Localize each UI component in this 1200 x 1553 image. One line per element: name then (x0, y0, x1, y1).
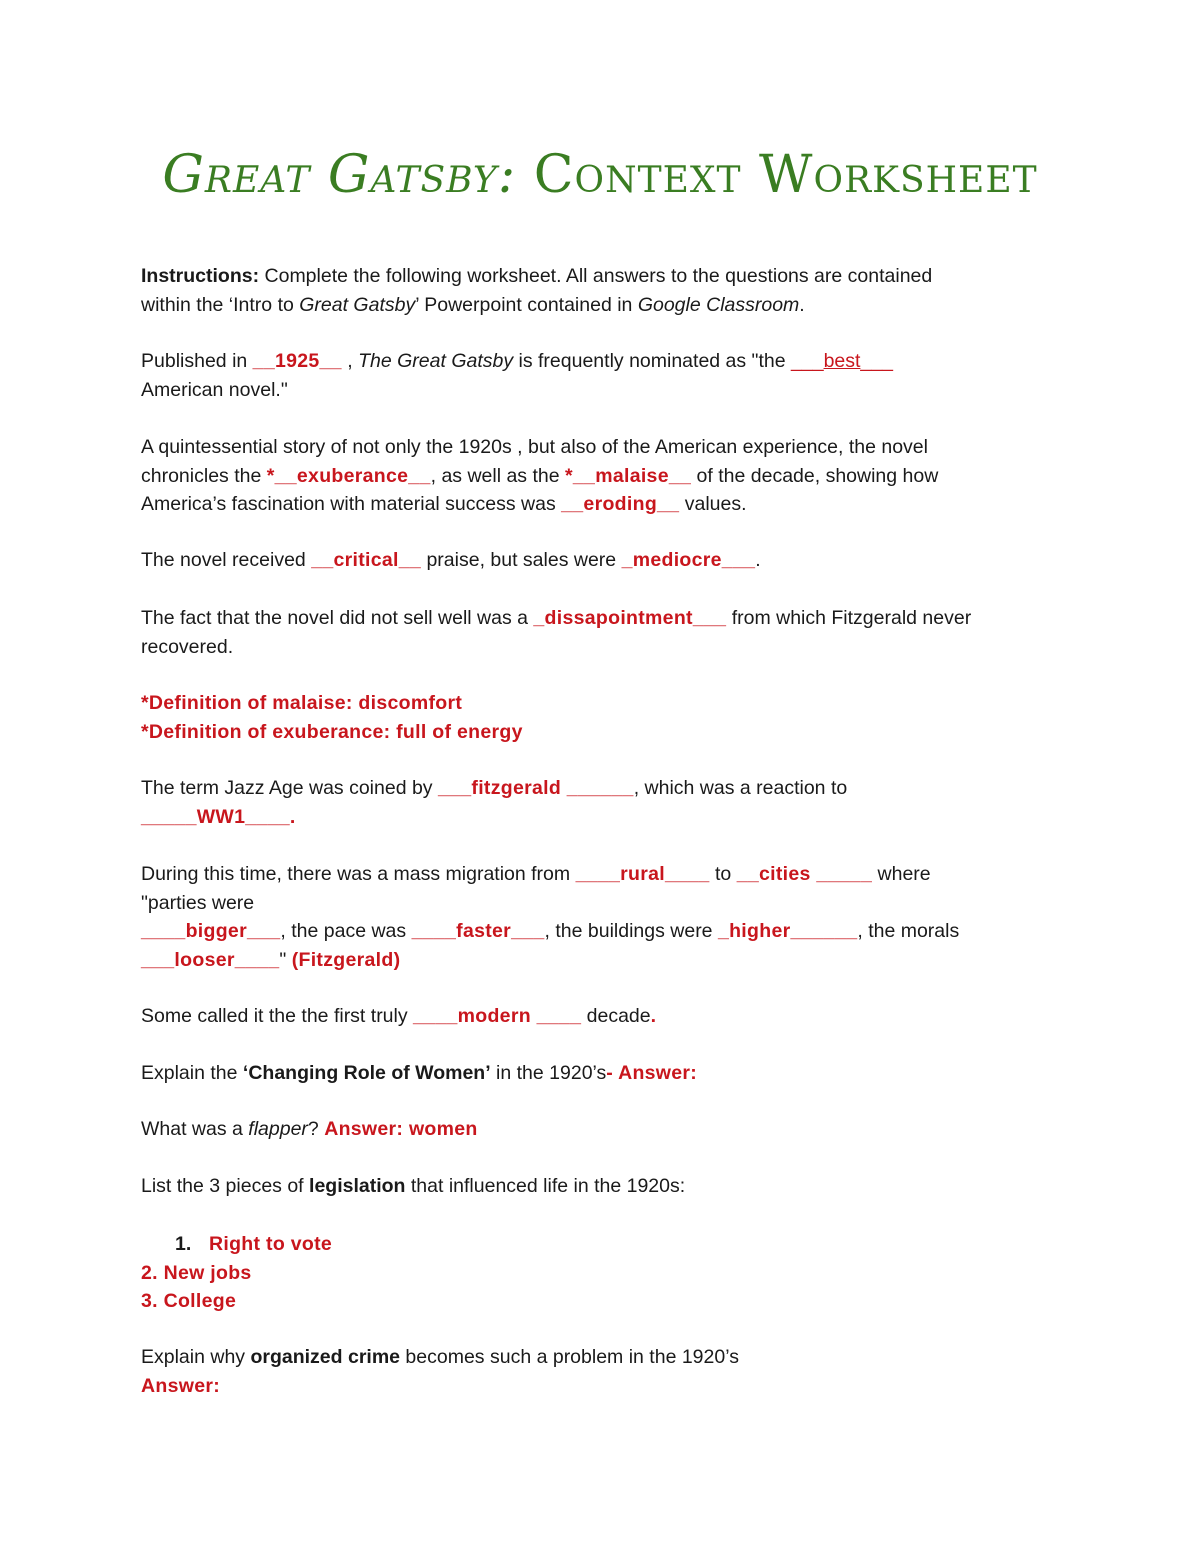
answer-text: _dissapointment___ (533, 607, 727, 629)
question-text: recovered. (141, 635, 234, 658)
question-text: Explain why (141, 1346, 251, 1368)
question-bold: organized crime (250, 1346, 401, 1368)
legislation-list (141, 1230, 1071, 1316)
jazz-paragraph (141, 774, 1071, 831)
critical-paragraph (141, 546, 1071, 575)
question-text: praise, but sales were (421, 549, 622, 571)
question-text: , the pace was (280, 920, 412, 942)
question-italic: flapper (248, 1118, 308, 1140)
question-text: , the morals (857, 920, 960, 942)
published-paragraph (141, 347, 1071, 404)
answer-text: (Fitzgerald) (291, 948, 401, 971)
question-text: A quintessential story of not only the 1920s , but also of the American experience, the novel (141, 436, 928, 458)
question-bold: ‘Changing Role of Women’ (242, 1062, 491, 1084)
crime-paragraph (141, 1343, 1071, 1400)
question-text: values. (679, 493, 747, 515)
question-text: is frequently nominated as "the (513, 350, 792, 372)
question-text: Some called it the the first truly (141, 1005, 414, 1027)
question-text: , the buildings were (544, 920, 718, 942)
answer-text: __cities _____ (736, 863, 873, 885)
instructions-italic: Google Classroom (637, 293, 800, 316)
answer-text: ___looser____ (141, 948, 280, 971)
list-item: 3. College (141, 1290, 237, 1312)
answer-text: . (650, 1005, 657, 1027)
modern-paragraph (141, 1002, 1071, 1031)
instructions-text: ’ Powerpoint contained in (415, 293, 638, 316)
answer-text: best (823, 350, 861, 372)
answer-text: __critical__ (311, 549, 422, 571)
question-text: America’s fascination with material success was (141, 493, 562, 515)
answer-text: ____rural____ (575, 863, 710, 885)
definition-malaise: *Definition of malaise: discomfort (141, 692, 463, 714)
instructions-italic: Great Gatsby (299, 293, 416, 316)
answer-text: Answer: women (324, 1118, 478, 1140)
definitions-block (141, 689, 1071, 746)
question-text: , which was a reaction to (633, 777, 848, 799)
quintessential-paragraph (141, 433, 1071, 519)
question-text: , as well as the (430, 464, 566, 487)
book-title: The Great Gatsby (358, 350, 514, 372)
question-text: of the decade, showing how (691, 464, 939, 487)
question-text: where (872, 863, 931, 885)
instructions-paragraph (141, 262, 1071, 319)
answer-text: __1925__ (252, 350, 342, 372)
question-text: to (709, 863, 737, 885)
question-text: What was a (141, 1118, 249, 1140)
answer-text: ____modern ____ (413, 1005, 582, 1027)
question-text: " (279, 948, 292, 971)
answer-text: _higher______ (717, 920, 858, 942)
answer-text: __eroding__ (561, 493, 680, 515)
instructions-text: Complete the following worksheet. All answers to the questions are contained (259, 265, 933, 287)
instructions-label: Instructions: (141, 265, 260, 287)
answer-text: ___fitzgerald ______ (437, 777, 634, 799)
instructions-text: within the ‘Intro to (141, 293, 300, 316)
answer-text: ____faster___ (411, 920, 545, 942)
question-text: that influenced life in the 1920s: (405, 1175, 686, 1197)
question-text: Published in (141, 350, 253, 372)
title-subtitle: Context Worksheet (516, 145, 1038, 205)
question-text: chronicles the (141, 464, 267, 487)
flapper-paragraph (141, 1115, 1071, 1144)
question-text: becomes such a problem in the 1920’s (400, 1346, 739, 1368)
question-text: in the 1920’s (490, 1062, 607, 1084)
question-text: , (341, 350, 359, 372)
women-paragraph (141, 1059, 1071, 1088)
answer-text: _mediocre___ (621, 549, 756, 571)
question-text: ? (307, 1118, 325, 1140)
list-item: Right to vote (209, 1233, 333, 1255)
answer-text: - Answer: (606, 1062, 698, 1084)
answer-text: *__exuberance__ (266, 464, 431, 487)
answer-blank: ___ (860, 350, 893, 372)
question-text: The term Jazz Age was coined by (141, 777, 438, 799)
fact-paragraph (141, 604, 1071, 661)
question-text: . (755, 549, 761, 571)
answer-text: _____WW1____. (141, 805, 296, 828)
page-title (0, 145, 1200, 205)
question-text: The novel received (141, 549, 312, 571)
answer-blank: ___ (791, 350, 824, 372)
question-text: During this time, there was a mass migration from (141, 863, 576, 885)
question-text: decade (581, 1005, 651, 1027)
answer-text: ____bigger___ (141, 920, 281, 942)
list-item-number: 1. (175, 1233, 192, 1255)
question-bold: legislation (309, 1175, 406, 1197)
list-item: 2. New jobs (141, 1261, 252, 1284)
question-text: American novel." (141, 378, 288, 401)
migration-paragraph (141, 860, 1071, 974)
question-text: "parties were (141, 891, 255, 914)
question-text: Explain the (141, 1062, 243, 1084)
answer-text: Answer: (141, 1374, 221, 1397)
question-text: List the 3 pieces of (141, 1175, 310, 1197)
title-colon: : (497, 145, 517, 205)
answer-text: *__malaise__ (565, 464, 692, 487)
legislation-paragraph (141, 1172, 1071, 1201)
question-text: from which Fitzgerald never (726, 607, 972, 629)
instructions-text: . (799, 293, 805, 316)
question-text: The fact that the novel did not sell well was a (141, 607, 534, 629)
title-book-name: Great Gatsby (162, 145, 498, 205)
definition-exuberance: *Definition of exuberance: full of energy (141, 720, 523, 743)
